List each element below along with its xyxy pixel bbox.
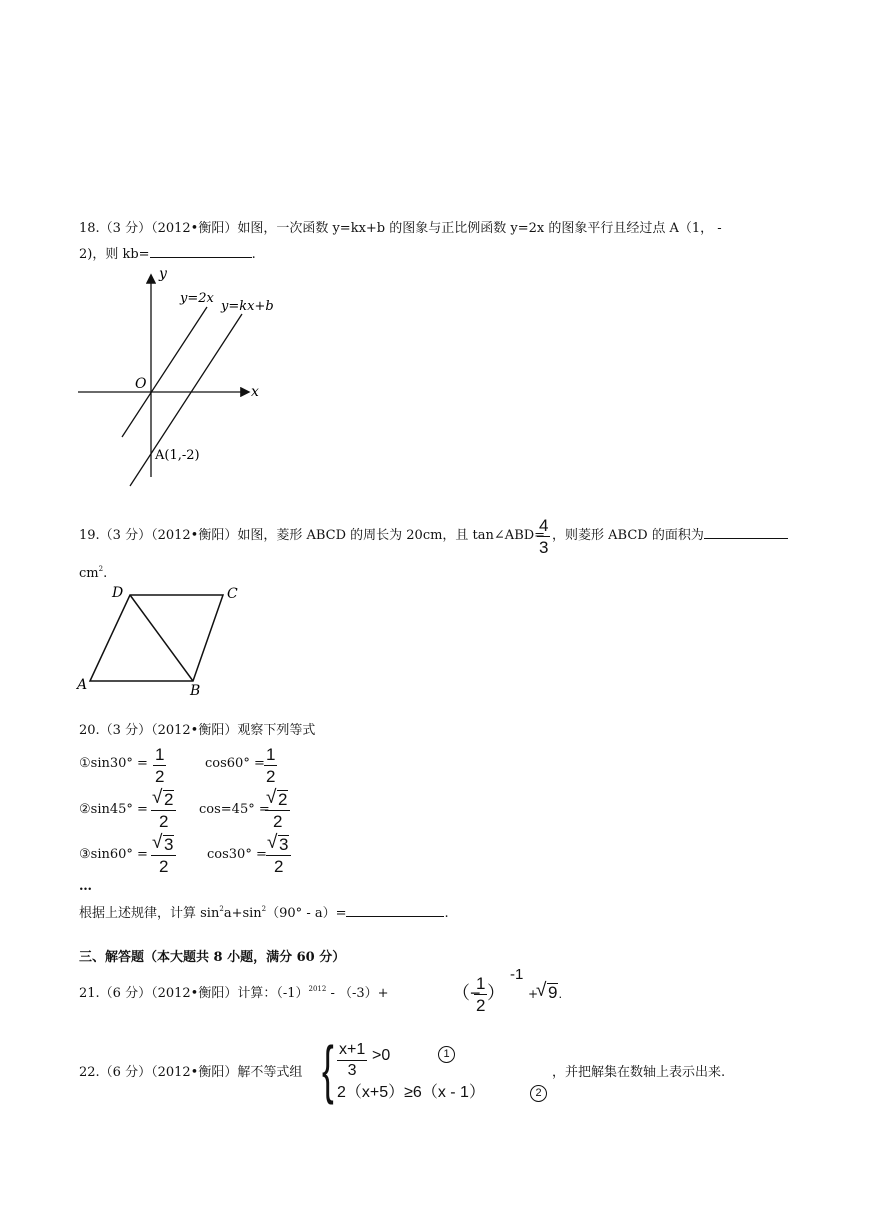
q18-line2-end: . (251, 247, 256, 262)
q20-last-after: （90° - a）= (266, 906, 347, 921)
q22-text: 22.（6 分）（2012•衡阳）解不等式组 (79, 1065, 303, 1080)
q20-r2-right: cos=45° = (199, 802, 270, 817)
q20-r3-left-rad: 3 (164, 835, 174, 854)
q20-r1-left-den: 2 (155, 767, 165, 786)
section3-title: 三、解答题（本大题共 8 小题，满分 60 分） (79, 950, 346, 965)
q19-frac-den: 3 (539, 538, 549, 557)
q20-r1-left-num: 1 (155, 745, 165, 764)
q19-unit-sup: 2 (98, 565, 104, 573)
q21-mid: - （-3）+ (326, 986, 389, 1001)
q22-ineq2-mark: 2 (530, 1085, 547, 1102)
q20-answer-blank (346, 916, 444, 917)
q21-frac-num: 1 (476, 974, 486, 993)
q19-line1 (79, 529, 545, 542)
q21-rad: 9 (548, 983, 558, 1002)
q20-r2-left-sqrt (153, 790, 174, 808)
q21-plus: + (528, 987, 539, 1001)
q20-r1-right: cos60° = (205, 756, 265, 771)
q21-end: . (558, 986, 563, 1001)
q19-text-post: ，则菱形 ABCD 的面积为 (552, 528, 704, 543)
q21-sqrt-wrap (537, 983, 562, 1001)
q21-sqrt (537, 983, 558, 1001)
q20-r3-right-sqrt (268, 835, 289, 853)
q21-sup: 2012 (308, 985, 327, 993)
q18-line2 (79, 248, 256, 261)
q19-text: 19.（3 分）（2012•衡阳）如图，菱形 ABCD 的周长为 20cm，且 tan∠ABD= (79, 528, 546, 543)
q20-last-line (79, 906, 449, 920)
q20-r2-right-rad: 2 (278, 790, 288, 809)
q20-last-sup1: 2 (219, 905, 224, 913)
q18-line2-text: 2)，则 kb= (79, 247, 150, 262)
q20-r1-right-den: 2 (266, 767, 276, 786)
q19-label-b: B (190, 683, 201, 699)
q20-r3-right-den: 2 (274, 857, 284, 876)
q20-r2-left-den: 2 (159, 812, 169, 831)
q22-ineq1-rel: >0 (372, 1047, 391, 1064)
q18-y-label: y (159, 266, 167, 282)
q21-fraction (474, 975, 487, 1014)
q19-rhombus (90, 595, 223, 681)
q20-r2-right-sqrt (267, 790, 288, 808)
q20-intro: 20.（3 分）（2012•衡阳）观察下列等式 (79, 723, 316, 738)
q18-point-label: A(1,-2) (155, 448, 200, 463)
q20-last-pre: 根据上述规律，计算 sin (79, 906, 220, 921)
q19-answer-blank (704, 538, 788, 539)
q20-r2-left: ②sin45° = (79, 802, 148, 817)
q22-ineq1-den: 3 (347, 1062, 357, 1079)
q20-r3-left-sqrt (153, 835, 174, 853)
q20-r3-left-frac (151, 835, 176, 875)
q20-r3-right-rad: 3 (279, 835, 289, 854)
q20-last-sup2: 2 (261, 905, 267, 913)
q19-unit-end: . (103, 566, 108, 581)
q22-ineq1-frac (337, 1042, 367, 1079)
q18-line-y2x (122, 307, 207, 437)
q18-ykxb-label: y=kx+b (221, 299, 274, 314)
q20-last-mid: a+sin (223, 906, 262, 921)
q20-r2-right-frac (265, 790, 290, 830)
q19-figure (72, 580, 252, 700)
q20-ellipsis: … (79, 879, 92, 894)
q21-paren-close: ） (487, 983, 505, 1003)
q20-r1-left: ①sin30° = (79, 756, 148, 771)
q18-y2x-label: y=2x (180, 291, 214, 306)
q18-answer-blank (150, 257, 252, 258)
q22-brace: { (322, 1033, 334, 1105)
q18-figure (70, 262, 290, 492)
q21-exponent: -1 (510, 966, 524, 983)
q20-r3-left-den: 2 (159, 857, 169, 876)
q18-x-label: x (251, 384, 259, 400)
q19-frac-num: 4 (539, 516, 549, 535)
q19-unit (79, 566, 107, 580)
q20-last-end: . (444, 906, 449, 921)
q20-r2-left-frac (151, 790, 176, 830)
q22-ineq2-mark-wrap (530, 1085, 547, 1102)
q21-paren-open: （− (452, 983, 481, 1003)
q21-line (79, 986, 389, 1000)
q20-r2-right-den: 2 (273, 812, 283, 831)
q22-ineq1-mark: 1 (438, 1046, 455, 1063)
q22-tail: ，并把解集在数轴上表示出来. (552, 1065, 726, 1080)
q18-line1: 18.（3 分）（2012•衡阳）如图，一次函数 y=kx+b 的图象与正比例函数 y=2x 的图象平行且经过点 A（1， - (79, 221, 722, 236)
q19-diagonal-bd (130, 595, 193, 681)
q19-label-d: D (112, 585, 124, 601)
q20-r1-right-frac (264, 746, 277, 785)
q20-r2-left-rad: 2 (164, 790, 174, 809)
q22-ineq1-mark-wrap (438, 1046, 455, 1063)
q19-unit-text: cm (79, 566, 99, 581)
q19-label-c: C (227, 586, 238, 602)
q21-frac-den: 2 (476, 996, 486, 1015)
q19-fraction (537, 517, 550, 556)
q19-label-a: A (77, 677, 88, 693)
q21-text: 21.（6 分）（2012•衡阳）计算：（-1） (79, 986, 309, 1001)
q18-origin-label: O (135, 376, 147, 392)
q20-r1-right-num: 1 (266, 745, 276, 764)
q20-r1-left-frac (153, 746, 166, 785)
q20-r3-right-frac (266, 835, 291, 875)
q22-ineq2: 2（x+5）≥6（x - 1） (337, 1084, 485, 1101)
q20-r3-right: cos30° = (207, 847, 267, 862)
q20-r3-left: ③sin60° = (79, 847, 148, 862)
q19-line1-tail (552, 529, 788, 542)
q22-ineq1-num: x+1 (337, 1042, 367, 1061)
